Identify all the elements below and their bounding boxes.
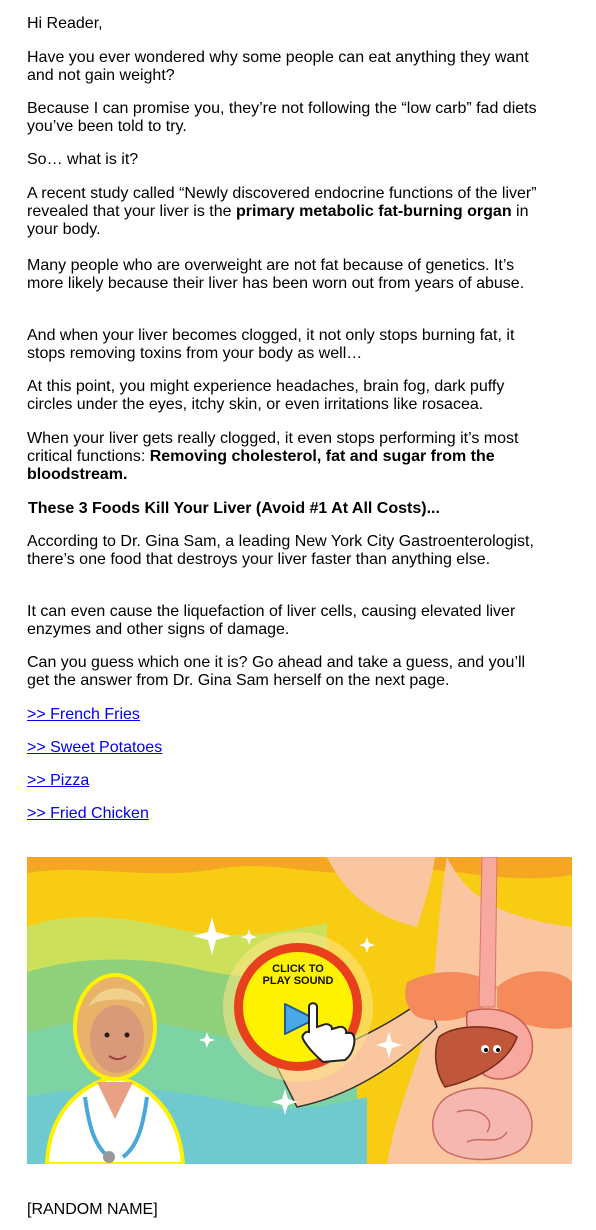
paragraph-8: [27, 430, 547, 484]
option-sweet-potatoes[interactable]: [27, 739, 547, 757]
paragraph-2: [27, 100, 547, 136]
paragraph-text: At this point, you might experience headaches, brain fog, dark puffy circles under the eyes, itchy skin, or even irritations like rosacea.: [27, 378, 505, 413]
greeting: [27, 15, 547, 33]
paragraph-text: And when your liver becomes clogged, it not only stops burning fat, it stops removing toxins from your body as well…: [27, 327, 515, 362]
paragraph-10: [27, 603, 547, 639]
paragraph-text: [27, 430, 547, 484]
heading-text: These 3 Foods Kill Your Liver (Avoid #1 At All Costs)...: [28, 500, 440, 517]
banner-illustration: [27, 857, 572, 1164]
paragraph-6: [27, 327, 547, 363]
option-link[interactable]: >> Sweet Potatoes: [27, 739, 163, 756]
paragraph-1: [27, 49, 547, 85]
section-heading: [28, 500, 548, 518]
play-sound-label: [27, 963, 569, 987]
paragraph-7: [27, 378, 547, 414]
option-link[interactable]: >> Fried Chicken: [27, 805, 149, 822]
paragraph-text: So… what is it?: [27, 151, 139, 168]
paragraph-text: According to Dr. Gina Sam, a leading New York City Gastroenterologist, there’s one food that destroys your liver faster than anything else.: [27, 533, 534, 568]
paragraph-text: Can you guess which one it is? Go ahead and take a guess, and you’ll get the answer from Dr. Gina Sam herself on the next page.: [27, 654, 526, 689]
option-link[interactable]: >> French Fries: [27, 706, 140, 723]
paragraph-text: Have you ever wondered why some people can eat anything they want and not gain weight?: [27, 49, 529, 84]
option-pizza[interactable]: [27, 772, 547, 790]
cta-line-1: CLICK TO: [272, 963, 324, 975]
paragraph-4: [27, 185, 547, 239]
paragraph-text: It can even cause the liquefaction of liver cells, causing elevated liver enzymes and other signs of damage.: [27, 603, 516, 638]
option-french-fries[interactable]: [27, 706, 547, 724]
text-span: in your body.: [27, 203, 529, 238]
cta-line-2: PLAY SOUND: [262, 975, 334, 987]
bold-text: Removing cholesterol, fat and sugar from the bloodstream.: [27, 448, 495, 483]
greeting-text: Hi Reader,: [27, 15, 103, 32]
bold-text: primary metabolic fat-burning organ: [236, 203, 512, 220]
option-link[interactable]: >> Pizza: [27, 772, 90, 789]
paragraph-text: [27, 185, 547, 239]
signature: [27, 1201, 158, 1219]
paragraph-3: [27, 151, 547, 169]
paragraph-9: [27, 533, 547, 569]
text-span: When your liver gets really clogged, it even stops performing it’s most critical functions:: [27, 430, 519, 465]
video-banner[interactable]: [27, 857, 572, 1164]
paragraph-text: Many people who are overweight are not fat because of genetics. It’s more likely because their liver has been worn out from years of abuse.: [27, 257, 525, 292]
paragraph-11: [27, 654, 547, 690]
option-fried-chicken[interactable]: [27, 805, 547, 823]
signature-text: [RANDOM NAME]: [27, 1201, 158, 1218]
paragraph-5: [27, 257, 547, 293]
paragraph-text: Because I can promise you, they’re not following the “low carb” fad diets you’ve been told to try.: [27, 100, 537, 135]
text-span: A recent study called “Newly discovered endocrine functions of the liver” revealed that your liver is the: [27, 185, 537, 220]
